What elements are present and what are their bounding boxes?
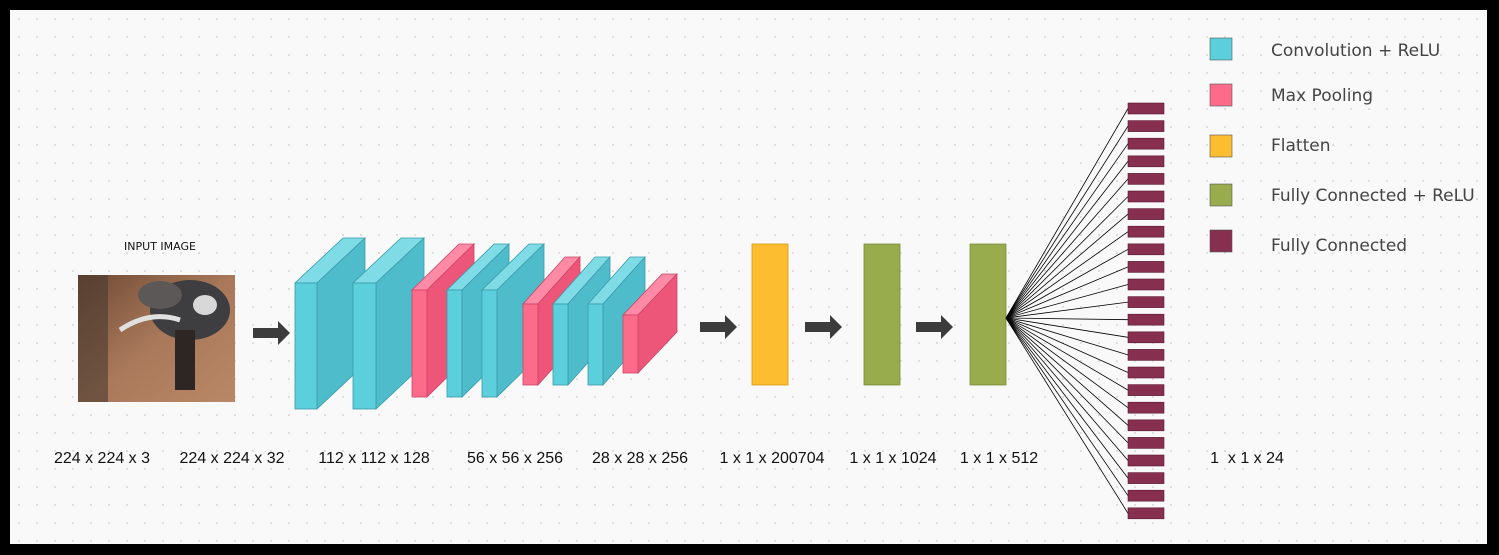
output-layer <box>1128 103 1164 519</box>
legend-label-conv: Convolution + ReLU <box>1271 41 1441 61</box>
fc-relu-layer-2 <box>970 244 1006 385</box>
arrow-1 <box>253 321 290 345</box>
legend-label-flatten: Flatten <box>1271 136 1331 156</box>
output-unit <box>1128 385 1164 396</box>
connection-line <box>1006 318 1128 320</box>
output-unit <box>1128 138 1164 149</box>
dim-label-flatten: 1 x 1 x 200704 <box>719 450 825 467</box>
legend-swatch-fc-relu <box>1210 184 1232 206</box>
dim-label-fc1: 1 x 1 x 1024 <box>849 450 937 467</box>
arrow-4 <box>916 315 953 339</box>
legend <box>1210 38 1475 256</box>
output-unit <box>1128 244 1164 255</box>
connection-line <box>1006 249 1128 318</box>
output-unit <box>1128 103 1164 114</box>
output-unit <box>1128 279 1164 290</box>
connection-line <box>1006 179 1128 318</box>
connection-line <box>1006 318 1128 461</box>
connection-line <box>1006 318 1128 390</box>
connection-line <box>1006 318 1128 513</box>
legend-swatch-conv <box>1210 38 1232 60</box>
output-unit <box>1128 173 1164 184</box>
output-unit <box>1128 437 1164 448</box>
output-unit <box>1128 332 1164 343</box>
output-unit <box>1128 209 1164 220</box>
fc-relu-layer-1 <box>864 244 900 385</box>
connection-line <box>1006 318 1128 496</box>
dim-label-conv1: 224 x 224 x 32 <box>179 450 285 467</box>
connection-line <box>1006 214 1128 318</box>
legend-label-fc-relu: Fully Connected + ReLU <box>1271 186 1475 206</box>
output-unit <box>1128 121 1164 132</box>
output-unit <box>1128 420 1164 431</box>
dim-label-output: 1 x 1 x 24 <box>1210 450 1284 467</box>
output-unit <box>1128 226 1164 237</box>
input-image <box>78 275 235 402</box>
output-unit <box>1128 367 1164 378</box>
output-unit <box>1128 297 1164 308</box>
output-unit <box>1128 261 1164 272</box>
arrow-2 <box>700 315 737 339</box>
output-unit <box>1128 508 1164 519</box>
legend-label-fc: Fully Connected <box>1271 236 1408 256</box>
connection-line <box>1006 109 1128 319</box>
connection-line <box>1006 318 1128 408</box>
output-unit <box>1128 349 1164 360</box>
legend-swatch-pool <box>1210 84 1232 106</box>
flatten-layer <box>752 244 788 385</box>
output-unit <box>1128 455 1164 466</box>
diagram-canvas <box>10 10 1487 544</box>
legend-label-pool: Max Pooling <box>1271 86 1374 106</box>
output-unit <box>1128 490 1164 501</box>
connection-line <box>1006 144 1128 318</box>
dim-label-input: 224 x 224 x 3 <box>53 450 151 467</box>
legend-swatch-fc <box>1210 230 1232 252</box>
arrow-3 <box>805 315 842 339</box>
output-unit <box>1128 191 1164 202</box>
output-unit <box>1128 402 1164 413</box>
dim-label-pool2: 56 x 56 x 256 <box>466 450 564 467</box>
dim-label-pool1: 112 x 112 x 128 <box>318 450 430 467</box>
output-unit <box>1128 156 1164 167</box>
legend-swatch-flatten <box>1210 135 1232 157</box>
input-image-caption: INPUT IMAGE <box>124 240 196 253</box>
connection-line <box>1006 161 1128 318</box>
cnn-diagram <box>10 10 1487 544</box>
dim-label-pool3: 28 x 28 x 256 <box>591 450 689 467</box>
dim-label-fc2: 1 x 1 x 512 <box>959 450 1039 467</box>
connection-line <box>1006 197 1128 319</box>
output-unit <box>1128 314 1164 325</box>
output-unit <box>1128 473 1164 484</box>
